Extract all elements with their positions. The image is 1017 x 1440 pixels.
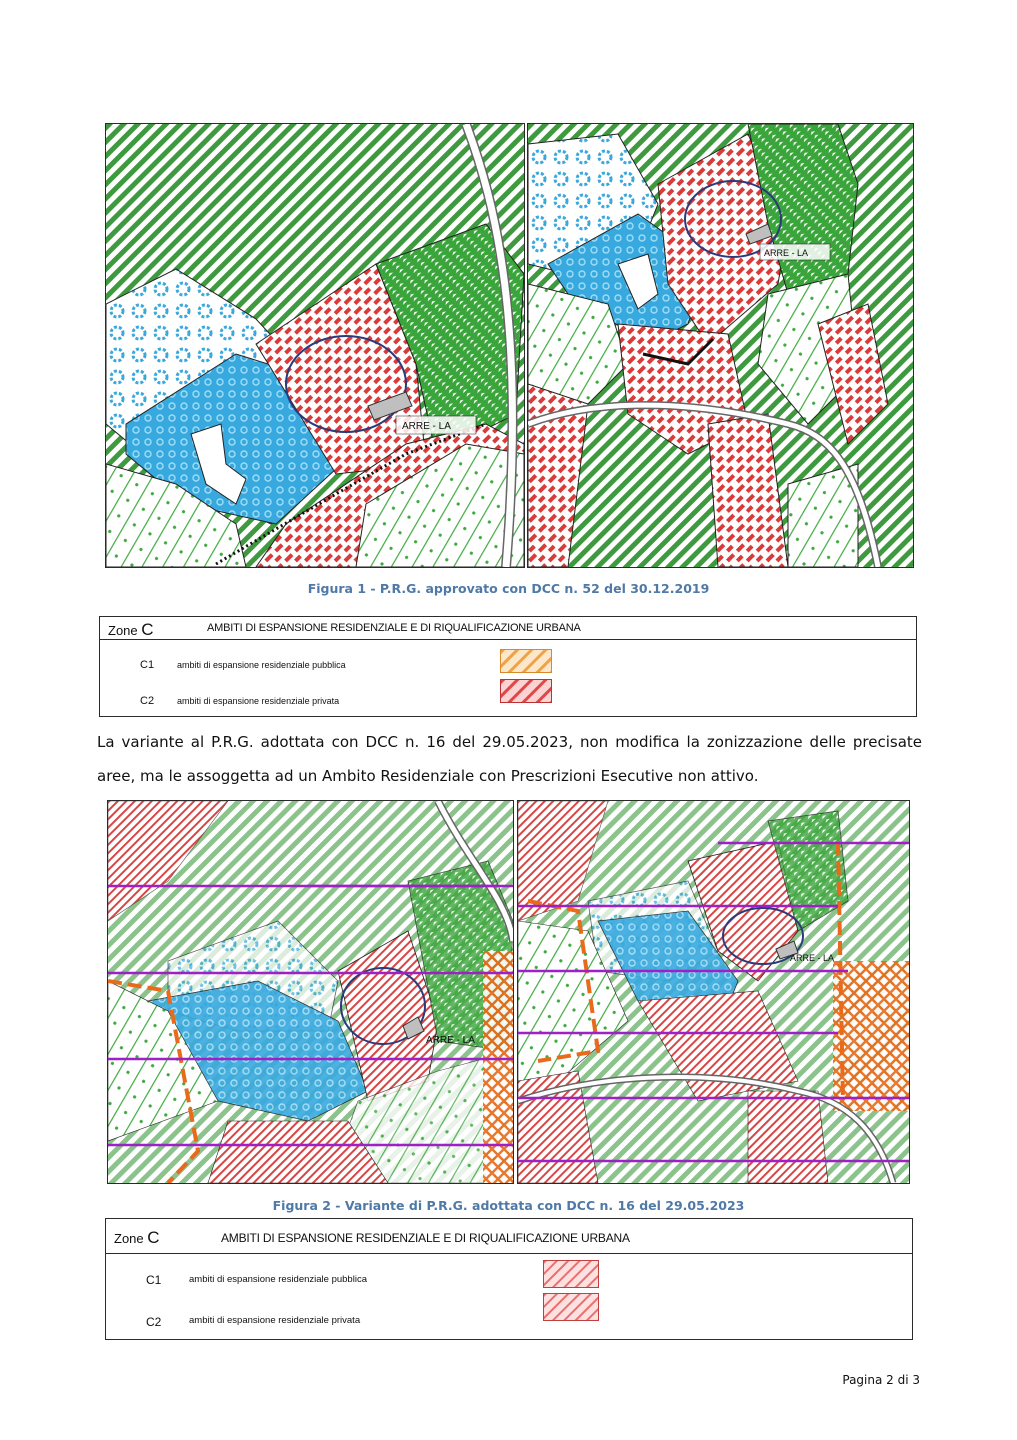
map-label-arre: ARRE - LA bbox=[402, 421, 451, 432]
figure1-caption: Figura 1 - P.R.G. approvato con DCC n. 52 del 30.12.2019 bbox=[307, 581, 710, 596]
legend2-row1-swatch bbox=[543, 1260, 599, 1288]
figure2-map-right bbox=[517, 800, 910, 1184]
map2-label-arre-right: ARRE - LA bbox=[790, 953, 835, 963]
legend1-row2-desc: ambiti di espansione residenziale privata bbox=[177, 696, 340, 706]
legend2-zone: Zone C bbox=[114, 1228, 160, 1247]
body-paragraph bbox=[97, 725, 922, 793]
figure1-map-left bbox=[105, 123, 525, 568]
legend1-row2-swatch bbox=[500, 679, 552, 703]
figure2-map-left bbox=[107, 800, 514, 1184]
legend2-header bbox=[106, 1219, 912, 1254]
legend1-zone: Zone C bbox=[108, 620, 154, 639]
legend2 bbox=[105, 1218, 913, 1340]
legend2-row2-code: C2 bbox=[146, 1315, 162, 1329]
legend1-row1-swatch bbox=[500, 649, 552, 673]
legend1-row1-code: C1 bbox=[140, 659, 155, 671]
map2-label-arre: ARRE - LA bbox=[426, 1035, 475, 1046]
legend2-row2-swatch bbox=[543, 1293, 599, 1321]
legend1-header bbox=[100, 617, 916, 640]
legend2-row1-code: C1 bbox=[146, 1273, 162, 1287]
legend2-title: AMBITI DI ESPANSIONE RESIDENZIALE E DI RIQUALIFICAZIONE URBANA bbox=[221, 1231, 630, 1245]
figure1-map-right bbox=[527, 123, 914, 568]
legend2-row1-desc: ambiti di espansione residenziale pubblica bbox=[189, 1274, 367, 1285]
legend1-row1-desc: ambiti di espansione residenziale pubblica bbox=[177, 660, 346, 670]
map-label-arre-right: ARRE - LA bbox=[764, 248, 809, 258]
figure2-caption: Figura 2 - Variante di P.R.G. adottata con DCC n. 16 del 29.05.2023 bbox=[272, 1198, 745, 1213]
page-number: Pagina 2 di 3 bbox=[842, 1373, 920, 1387]
legend1-title: AMBITI DI ESPANSIONE RESIDENZIALE E DI RIQUALIFICAZIONE URBANA bbox=[207, 622, 581, 634]
legend2-row2-desc: ambiti di espansione residenziale privata bbox=[189, 1315, 361, 1326]
paragraph-line2: aree, ma le assoggetta ad un Ambito Residenziale con Prescrizioni Esecutive non attivo. bbox=[97, 767, 759, 785]
legend1 bbox=[99, 616, 917, 717]
paragraph-line1: La variante al P.R.G. adottata con DCC n. 16 del 29.05.2023, non modifica la zonizzazione delle precisate bbox=[97, 733, 922, 751]
legend1-row2-code: C2 bbox=[140, 695, 155, 707]
